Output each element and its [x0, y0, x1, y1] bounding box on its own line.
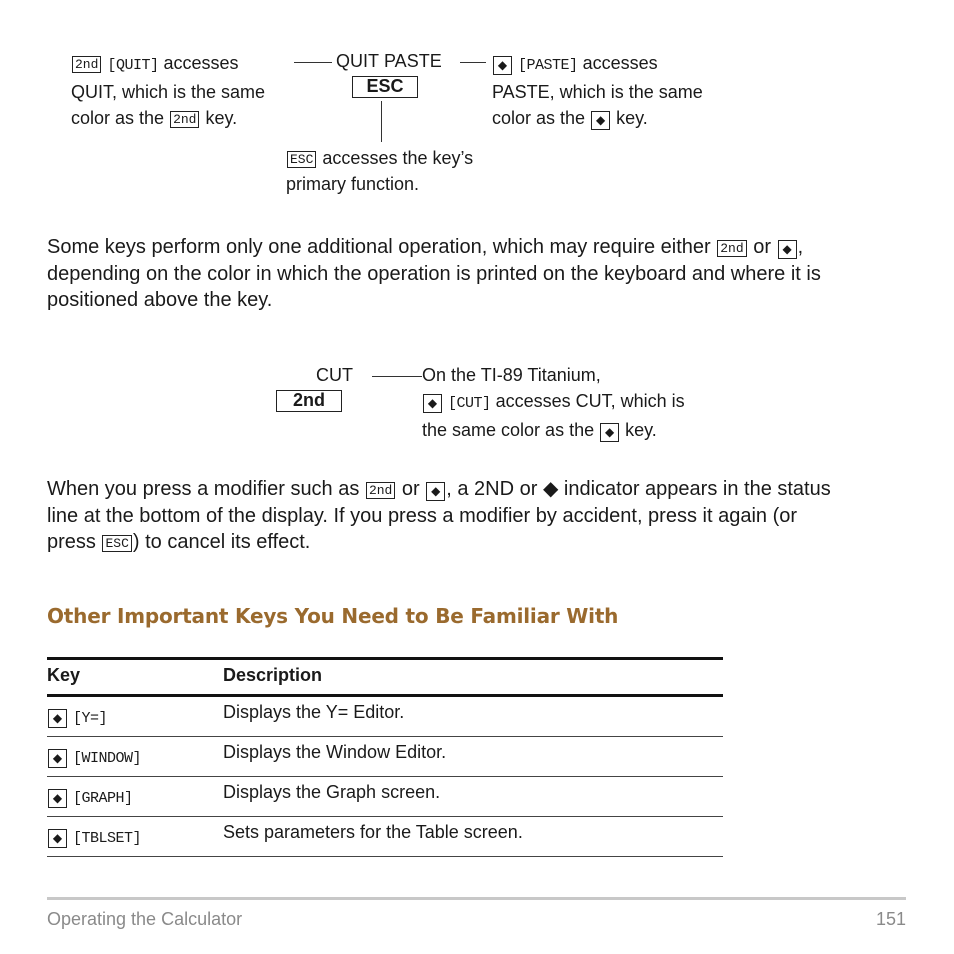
paragraph-modifier-keys	[47, 234, 917, 314]
label-paste: PASTE	[384, 51, 442, 71]
paragraph-modifier-indicator	[47, 476, 917, 556]
header-description: Description	[223, 665, 323, 685]
footer-rule	[47, 897, 906, 900]
key-name: TBLSET	[81, 830, 133, 847]
key-cut: CUT	[456, 395, 483, 412]
key-cell: ◆ [GRAPH]	[47, 786, 133, 808]
callout-line-vertical	[381, 101, 382, 142]
table-row	[47, 817, 723, 857]
key-name: Y=	[81, 710, 99, 727]
key-cell: ◆ [WINDOW]	[47, 746, 141, 768]
diamond-key-icon: ◆	[591, 111, 610, 130]
callout-line	[294, 62, 332, 63]
left-callout: 2nd [QUIT] accesses QUIT, which is the same color as the 2nd key.	[71, 50, 301, 131]
description-cell: Displays the Graph screen.	[223, 782, 441, 802]
key-name: GRAPH	[81, 790, 125, 807]
para-text: line at the bottom of the display. If you press a modifier by accident, press it again (or	[47, 504, 798, 527]
diamond-key-icon: ◆	[48, 829, 67, 848]
label-cut: CUT	[316, 365, 353, 385]
para-text: ) to cancel its effect.	[132, 531, 311, 553]
diamond-key-icon: ◆	[48, 789, 67, 808]
callout-line	[372, 376, 422, 377]
bottom-callout	[286, 145, 536, 197]
right-callout: ◆ [PASTE] accesses PASTE, which is the same color as the ◆ key.	[492, 50, 742, 131]
key-2nd-icon: 2nd	[366, 482, 395, 499]
esc-key-label: ESC	[352, 76, 418, 98]
callout-text: accesses the key’s	[322, 148, 474, 168]
callout-text: QUIT, which is the same	[71, 82, 266, 102]
description-cell: Sets parameters for the Table screen.	[223, 822, 523, 842]
callout-text: primary function.	[286, 174, 420, 194]
table-header	[47, 657, 723, 697]
description-cell: Displays the Y= Editor.	[223, 702, 405, 722]
para-text: or	[401, 478, 420, 500]
callout-text: key.	[205, 108, 238, 128]
callout-text: On the TI-89 Titanium,	[422, 365, 601, 385]
para-text: depending on the color in which the operation is printed on the keyboard and where it is	[47, 262, 821, 285]
table-row	[47, 737, 723, 777]
key-cell: ◆ [Y=]	[47, 706, 107, 728]
key-2nd-icon: 2nd	[717, 240, 746, 257]
callout-line	[460, 62, 486, 63]
key-top-labels	[336, 48, 442, 74]
para-text: ,	[797, 236, 804, 258]
para-text: or	[753, 236, 772, 258]
callout-text: accesses	[582, 53, 658, 73]
label-quit: QUIT	[336, 51, 379, 71]
callout-text: accesses CUT, which is	[495, 391, 685, 411]
para-text: , a 2ND or ◆ indicator appears in the status	[446, 478, 831, 500]
header-key: Key	[47, 665, 81, 685]
callout-text: the same color as the	[422, 420, 595, 440]
diamond-key-icon: ◆	[423, 394, 442, 413]
callout-text: color as the	[71, 108, 165, 128]
table-row	[47, 777, 723, 817]
keys-table	[47, 657, 723, 857]
callout-text: key.	[625, 420, 657, 440]
callout-text: accesses	[163, 53, 239, 73]
key-2nd-icon: 2nd	[170, 111, 199, 128]
page-number: 151	[875, 909, 906, 929]
diamond-key-icon: ◆	[48, 709, 67, 728]
callout-text: color as the	[492, 108, 586, 128]
diamond-key-icon: ◆	[600, 423, 619, 442]
para-text: Some keys perform only one additional operation, which may require either	[47, 236, 711, 258]
key-paste: PASTE	[526, 57, 570, 74]
key-quit: QUIT	[115, 57, 150, 74]
diamond-key-icon: ◆	[48, 749, 67, 768]
table-row	[47, 697, 723, 737]
diamond-key-icon: ◆	[778, 240, 797, 259]
diamond-key-icon: ◆	[426, 482, 445, 501]
key-esc-icon: ESC	[287, 151, 316, 168]
cut-callout: On the TI-89 Titanium, ◆ [CUT] accesses CUT, which is the same color as the ◆ key.	[422, 362, 722, 443]
key-esc-icon: ESC	[102, 535, 131, 552]
key-cell: ◆ [TBLSET]	[47, 826, 141, 848]
key-2nd-icon: 2nd	[72, 56, 101, 73]
para-text: When you press a modifier such as	[47, 478, 360, 500]
callout-text: PASTE, which is the same	[492, 82, 703, 102]
2nd-key-label: 2nd	[276, 390, 342, 412]
para-text: positioned above the key.	[47, 289, 273, 311]
diamond-key-icon: ◆	[493, 56, 512, 75]
section-title: Other Important Keys You Need to Be Familiar With	[47, 604, 619, 628]
footer-chapter: Operating the Calculator	[47, 909, 243, 929]
para-text: press	[47, 531, 96, 553]
description-cell: Displays the Window Editor.	[223, 742, 447, 762]
key-name: WINDOW	[81, 750, 133, 767]
callout-text: key.	[616, 108, 648, 128]
